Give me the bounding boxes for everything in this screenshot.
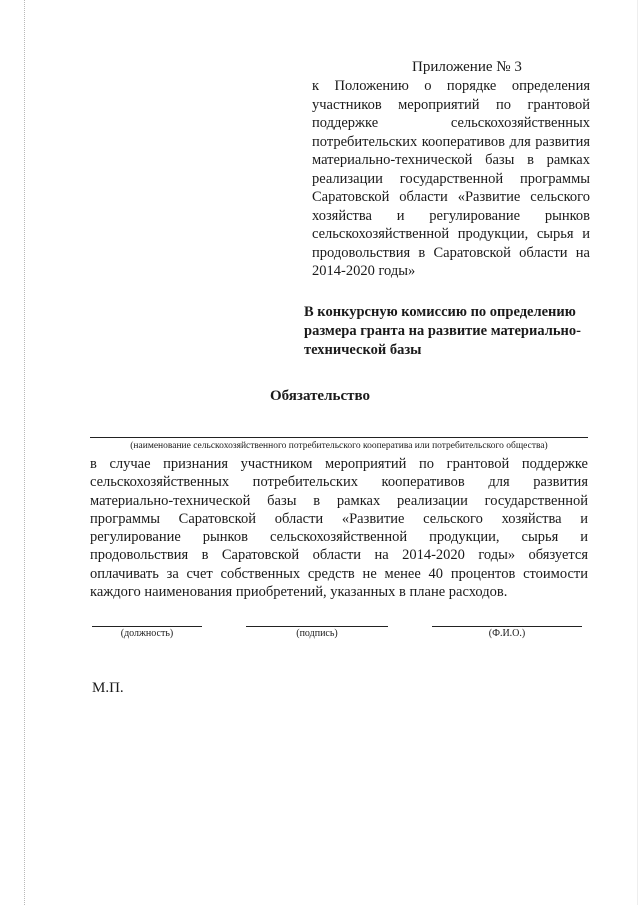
signature-caption: (подпись) (296, 628, 338, 639)
full-name-fill-line (432, 626, 582, 627)
position-fill-line (92, 626, 202, 627)
position-caption: (должность) (120, 628, 174, 639)
scan-right-edge (637, 0, 638, 905)
appendix-title: Приложение № 3 (412, 59, 522, 75)
document-title: Обязательство (270, 388, 370, 404)
obligation-body-text: в случае признания участником мероприятий по грантовой поддержке сельскохозяйственных потребительских кооперативов для развития материально-технической базы в рамках реализации государственной программы Саратовской области «Развитие сельского хозяйства и регулирование рынков сельскохозяйственной продукции, сырья и продовольствия в Саратовской области на 2014-2020 годы» обязуется оплачивать за счет собственных средств не менее 40 процентов стоимости каждого наименования приобретений, указанных в плане расходов. (90, 456, 588, 601)
appendix-reference-text: к Положению о порядке определения участников мероприятий по грантовой поддержке сельскохозяйственных потребительских кооперативов для развития материально-технической базы в рамках реализации государственной программы Саратовской области «Развитие сельского хозяйства и регулирование рынков сельскохозяйственной продукции, сырья и продовольствия в Саратовской области на 2014-2020 годы» (312, 78, 590, 279)
scan-margin-line (24, 0, 25, 905)
org-name-fill-line (90, 437, 588, 438)
full-name-caption: (Ф.И.О.) (488, 628, 526, 639)
stamp-place-label: М.П. (92, 680, 124, 696)
addressee-block: В конкурсную комиссию по определению размера гранта на развитие материально-технической базы (304, 304, 581, 358)
signature-fill-line (246, 626, 388, 627)
org-name-caption: (наименование сельскохозяйственного потребительского кооператива или потребительского общества) (130, 441, 548, 451)
